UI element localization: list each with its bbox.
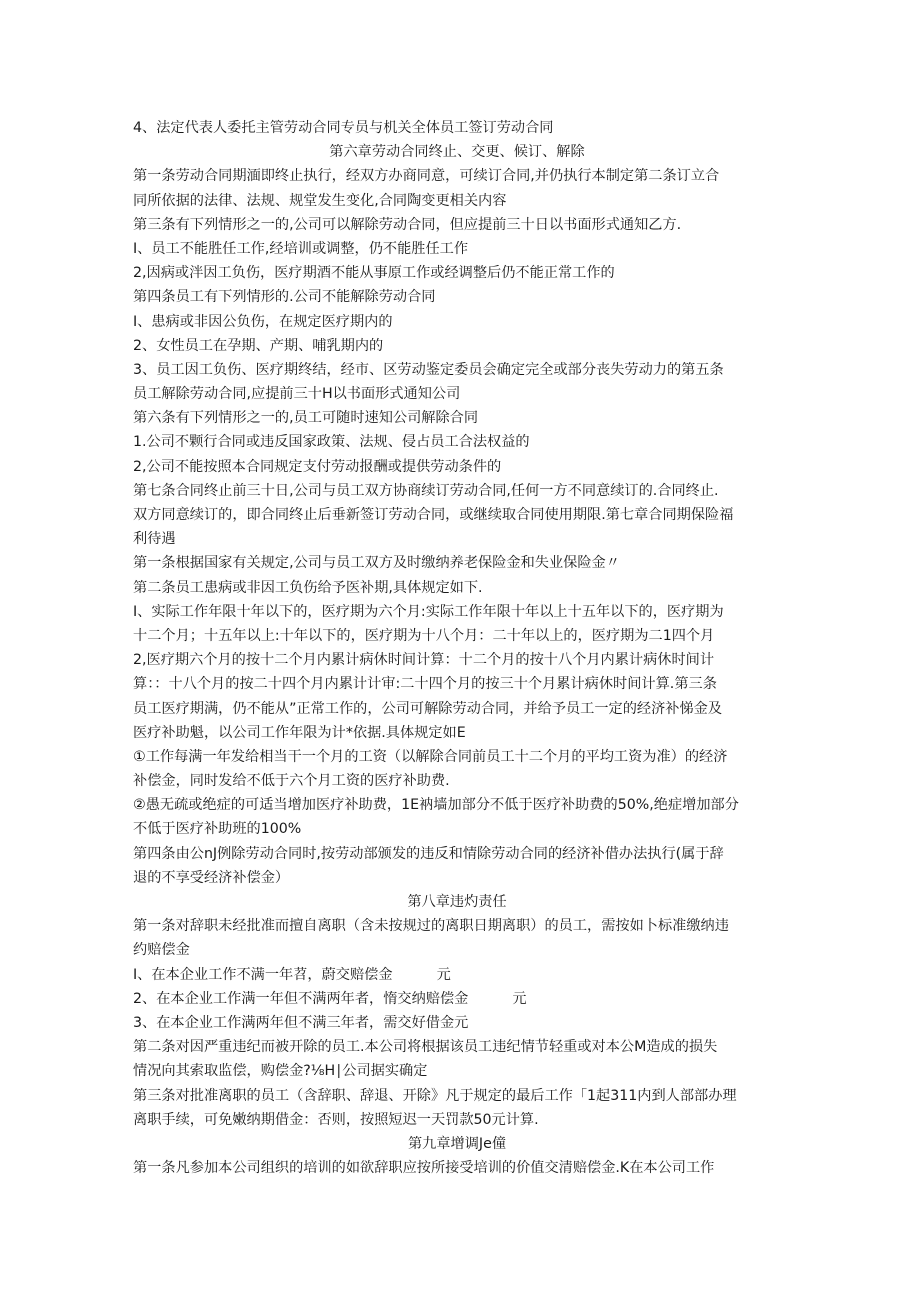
line-text: 第六章劳动合同终止、交更、候订、解除 — [329, 144, 585, 161]
line-text: 第一条劳动合同期湎即终止执行，经双方办商同意，可续订合同,并仍执行本制定第二条订立合 — [133, 168, 720, 185]
text-line — [133, 285, 781, 309]
line-text: 第二条员工患病或非因工负伤给予医补期,具体规定如下. — [133, 579, 483, 596]
text-line — [133, 551, 781, 575]
line-text: 情况向其索取监偿，购偿金?⅛H∣公司据实确定 — [133, 1063, 428, 1080]
text-line — [133, 455, 781, 479]
line-text: 第三条有下列情形之一的,公司可以解除劳动合同，但应提前三十日以书面形式通知乙方. — [133, 216, 682, 233]
chapter-heading — [133, 140, 781, 164]
line-text: 1.公司不颗行合同或违反国家政策、法规、侵占员工合法权益的 — [133, 434, 530, 451]
line-text: 2、女性员工在孕期、产期、哺乳期内的 — [133, 337, 384, 354]
line-text: I、员工不能胜任工作,经培训或调整，仍不能胜任工作 — [133, 240, 469, 257]
text-line — [133, 866, 781, 890]
text-line — [133, 116, 781, 140]
line-text: 离职手续，可免嫩纳期借金：否则，按照短迟一天罚款50元计算. — [133, 1111, 539, 1128]
text-line — [133, 1011, 781, 1035]
line-text: 第八章违灼责任 — [407, 894, 507, 910]
text-line — [133, 817, 781, 841]
line-text: ②愚无疏或绝症的可适当增加医疗补助费，1E衲墙加部分不低于医疗补助费的50%,绝症增加部分 — [133, 797, 739, 814]
chapter-heading — [133, 890, 781, 914]
text-line — [133, 963, 781, 987]
line-text: 双方同意续订的，即合同终止后垂新签订劳动合同，或继续取合同使用期限.第七章合同期保险福 — [133, 507, 734, 523]
line-text: 医疗补助魁，以公司工作年限为计*依据.具体规定如E — [133, 724, 466, 741]
text-line — [133, 479, 781, 503]
text-line — [133, 793, 781, 817]
line-text: 约赔偿金 — [133, 942, 190, 959]
text-line — [133, 527, 781, 551]
text-line — [133, 382, 781, 406]
text-line — [133, 914, 781, 938]
text-line — [133, 672, 781, 696]
text-line — [133, 1108, 781, 1132]
line-text: I、在本企业工作不满一年苕，蔚交赔偿金 — [133, 966, 393, 983]
text-line — [133, 842, 781, 866]
line-text: 同所依据的法律、法规、规堂发生变化,合同陶变更相关内容 — [133, 192, 507, 209]
line-text: 3、在本企业工作满两年但不满三年者，需交好借金元 — [133, 1014, 469, 1031]
text-line — [133, 938, 781, 962]
line-text: 2,医疗期六个月的按十二个月内累计病休时间计算：十二个月的按十八个月内累计病休时间计 — [133, 652, 715, 669]
line-text: 第一条对辞职未经批准而擅自离职（含未按规过的离职日期离职）的员工，需按如卜标准缴纳违 — [133, 918, 729, 935]
line-text: 第九章增调Je僮 — [407, 1135, 507, 1152]
line-text: 2、在本企业工作满一年但不满两年者，惰交纳赔偿金 — [133, 990, 469, 1007]
line-text: 第四条由公nJ例除劳动合同时,按劳动部颁发的违反和情除劳动合同的经济补借办法执行(属于辞 — [133, 845, 724, 862]
text-line — [133, 261, 781, 285]
text-line — [133, 503, 781, 527]
text-line — [133, 358, 781, 382]
line-text: ①工作每满一年发给相当干一个月的工资（以解除合同前员工十二个月的平均工资为准）的经济 — [133, 748, 728, 765]
line-text: 算：：十八个月的按二十四个月内累计计审:二十四个月的按三十个月累计病休时间计算.第三条 — [133, 676, 717, 693]
text-line — [133, 697, 781, 721]
line-tail-text: 元 — [436, 966, 451, 983]
line-text: 第七条合同终止前三十日,公司与员工双方协商续订劳动合同,任何一方不同意续订的.合同终止. — [133, 482, 719, 499]
line-text: 十二个月；十五年以上:十年以下的，医疗期为十八个月：二十年以上的，医疗期为二1四个月 — [133, 627, 715, 644]
line-text: 第一条根据国家有关规定,公司与员工双方及时缴纳养老保险金和失业保险金〃 — [133, 555, 620, 572]
line-text: 第二条对因严重违纪而被开除的员工.本公司将根据该员工违纪情节轻重或对本公M造成的损失 — [133, 1039, 718, 1056]
line-text: I、患病或非因公负伤，在规定医疗期内的 — [133, 313, 393, 330]
line-text: 不低于医疗补助班的100% — [133, 821, 302, 838]
text-line — [133, 237, 781, 261]
text-line — [133, 213, 781, 237]
line-text: 补偿金，同时发给不低于六个月工资的医疗补助费. — [133, 773, 450, 790]
line-text: I、实际工作年限十年以下的，医疗期为六个月:实际工作年限十年以上十五年以下的，医疗期为 — [133, 603, 724, 620]
text-line — [133, 648, 781, 672]
line-text: 4、法定代表人委托主管劳动合同专员与机关全体员工签订劳动合同 — [133, 120, 554, 136]
text-line — [133, 406, 781, 430]
line-tail-text: 元 — [512, 990, 527, 1007]
line-text: 3、员工因工负伤、医疗期终结，经市、区劳动鉴定委员会确定完全或部分丧失劳动力的第五条 — [133, 361, 724, 378]
chapter-heading — [133, 1132, 781, 1156]
text-line — [133, 189, 781, 213]
text-line — [133, 769, 781, 793]
document-body — [133, 116, 781, 1180]
text-line — [133, 310, 781, 334]
line-text: 2,因病或泮因工负伤，医疗期酒不能从事原工作或经调整后仍不能正常工作的 — [133, 265, 615, 282]
text-line — [133, 1059, 781, 1083]
line-text: 2,公司不能按照本合同规定支付劳动报酬或提供劳动条件的 — [133, 458, 502, 475]
text-line — [133, 1156, 781, 1180]
text-line — [133, 600, 781, 624]
line-text: 第六条有下列情形之一的,员工可随时速知公司解除合同 — [133, 410, 479, 427]
line-text: 员工解除劳动合同,应提前三十H以书面形式通知公司 — [133, 386, 461, 403]
text-line — [133, 576, 781, 600]
text-line — [133, 721, 781, 745]
text-line — [133, 430, 781, 454]
text-line — [133, 624, 781, 648]
line-text: 第一条凡参加本公司组织的培训的如欲辞职应按所接受培训的价值交清赔偿金.K在本公司工作 — [133, 1160, 715, 1177]
text-line — [133, 1035, 781, 1059]
line-text: 第三条对批准离职的员工（含辞职、辞退、开除》凡于规定的最后工作「1起311内到人部部办理 — [133, 1087, 737, 1104]
text-line — [133, 987, 781, 1011]
line-text: 利待遇 — [133, 531, 176, 548]
text-line — [133, 164, 781, 188]
text-line — [133, 334, 781, 358]
text-line — [133, 1084, 781, 1108]
line-text: 第四条员工有下列情形的.公司不能解除劳动合同 — [133, 289, 436, 306]
text-line — [133, 745, 781, 769]
line-text: 退的不享受经济补偿金） — [133, 869, 290, 886]
line-text: 员工医疗期满，仍不能从”正常工作的，公司可解除劳动合同，并给予员工一定的经济补悌金及 — [133, 700, 723, 717]
